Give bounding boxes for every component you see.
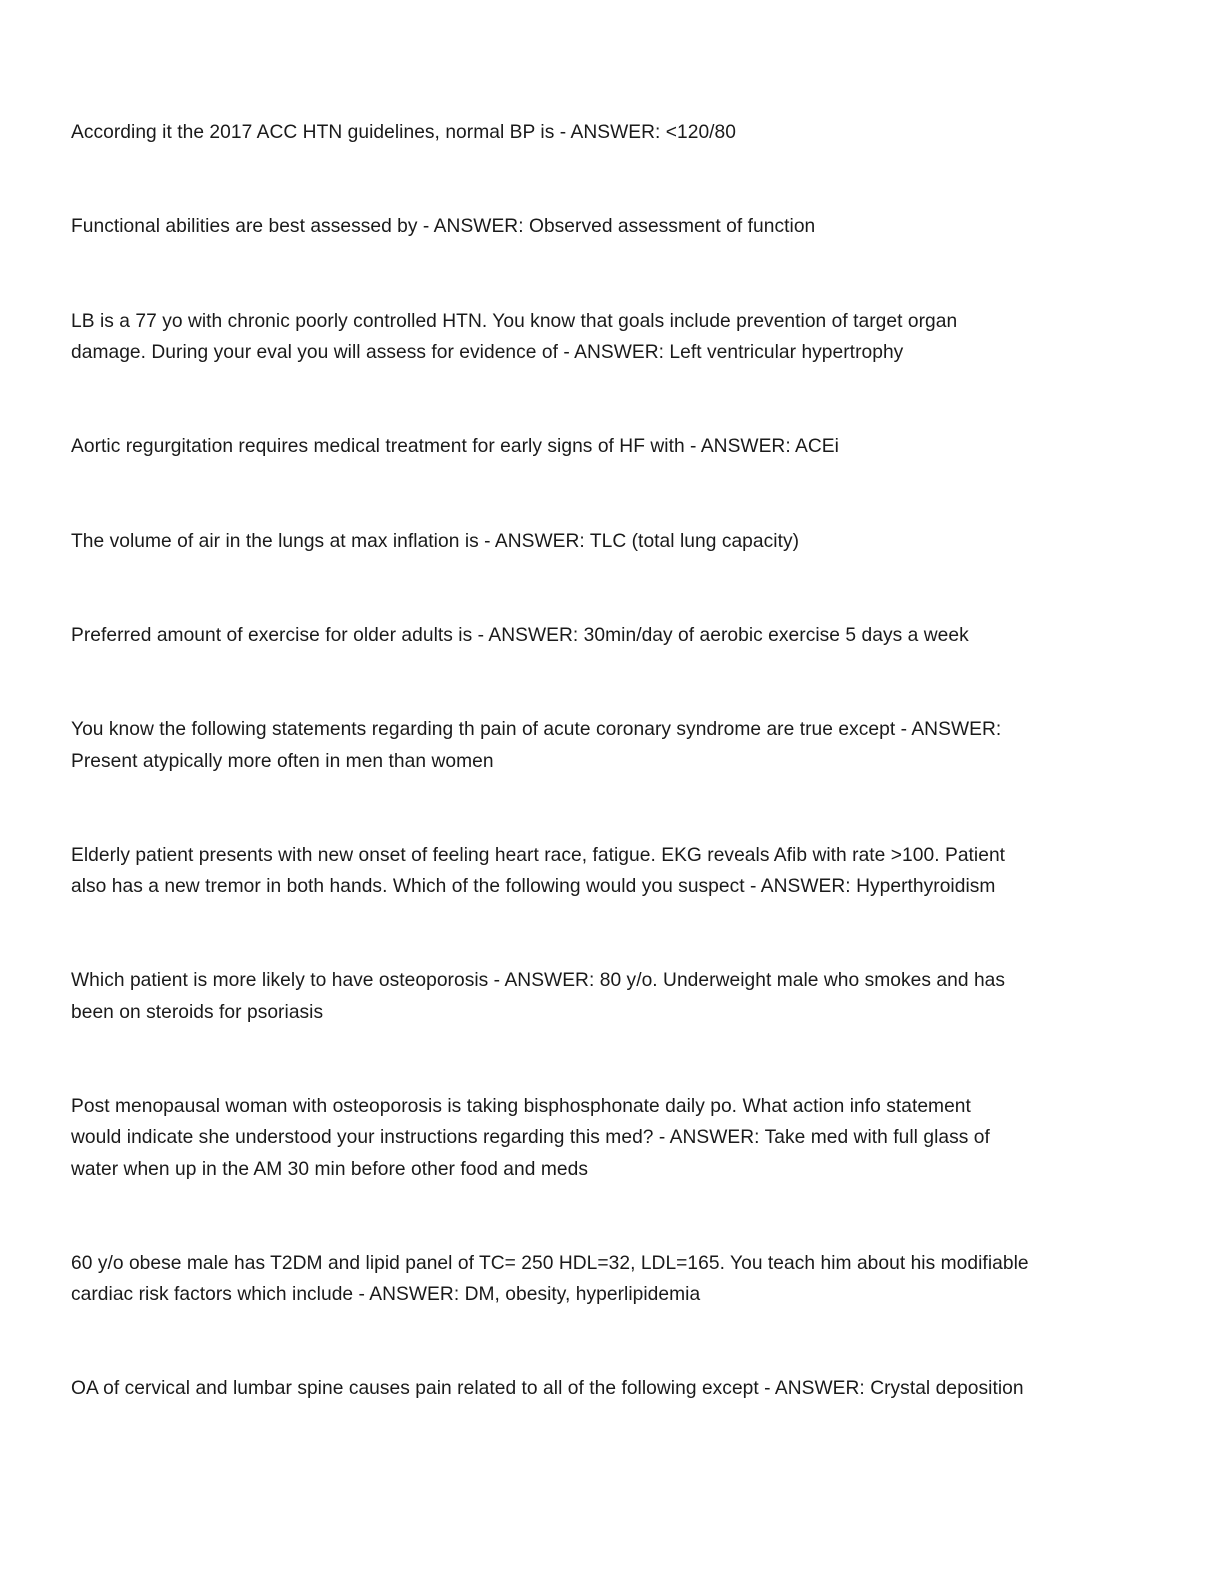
qa-item-bisphosphonate [71,1091,1151,1186]
qa-line: According it the 2017 ACC HTN guidelines, normal BP is - ANSWER: <120/80 [71,122,736,143]
qa-line: also has a new tremor in both hands. Which of the following would you suspect - ANSWER: Hyperthyroidism [71,876,996,897]
qa-item-osteoporosis-risk [71,965,1151,1028]
qa-item-target-organ-damage [71,306,1151,369]
qa-item-spine-oa [71,1373,1151,1405]
qa-line: been on steroids for psoriasis [71,1001,324,1023]
qa-line: Post menopausal woman with osteoporosis is taking bisphosphonate daily po. What action info statement [71,1095,971,1117]
qa-line: You know the following statements regarding th pain of acute coronary syndrome are true except - ANSWER: [71,719,1002,740]
qa-line: LB is a 77 yo with chronic poorly controlled HTN. You know that goals include prevention of target organ [71,310,958,332]
document-page [71,117,1151,1405]
qa-item-lung-volume [71,526,1151,558]
qa-item-functional-abilities [71,211,1151,243]
qa-item-exercise [71,620,1151,652]
qa-line: would indicate she understood your instructions regarding this med? - ANSWER: Take med with full glass of [71,1127,990,1148]
qa-item-normal-bp [71,117,1151,149]
qa-line: Preferred amount of exercise for older adults is - ANSWER: 30min/day of aerobic exercise 5 days a week [71,624,969,646]
qa-item-acs-pain [71,714,1151,777]
qa-line: The volume of air in the lungs at max inflation is - ANSWER: TLC (total lung capacity) [71,530,800,552]
qa-line: cardiac risk factors which include - ANSWER: DM, obesity, hyperlipidemia [71,1284,701,1305]
qa-line: damage. During your eval you will assess for evidence of - ANSWER: Left ventricular hypertrophy [71,342,904,363]
qa-line: Present atypically more often in men than women [71,750,494,772]
qa-item-cardiac-risk-factors [71,1248,1151,1311]
qa-line: Aortic regurgitation requires medical treatment for early signs of HF with - ANSWER: ACEi [71,436,839,457]
qa-line: 60 y/o obese male has T2DM and lipid panel of TC= 250 HDL=32, LDL=165. You teach him about his modifiable [71,1252,1029,1274]
qa-line: water when up in the AM 30 min before other food and meds [71,1158,588,1180]
qa-item-afib-tremor [71,840,1151,903]
qa-item-aortic-regurgitation [71,431,1151,463]
qa-line: Which patient is more likely to have osteoporosis - ANSWER: 80 y/o. Underweight male who smokes and has [71,970,1006,991]
qa-line: Functional abilities are best assessed by - ANSWER: Observed assessment of function [71,216,816,237]
qa-line: OA of cervical and lumbar spine causes pain related to all of the following except - ANSWER: Crystal deposition [71,1378,1024,1399]
qa-line: Elderly patient presents with new onset of feeling heart race, fatigue. EKG reveals Afib with rate >100. Patient [71,844,1006,866]
